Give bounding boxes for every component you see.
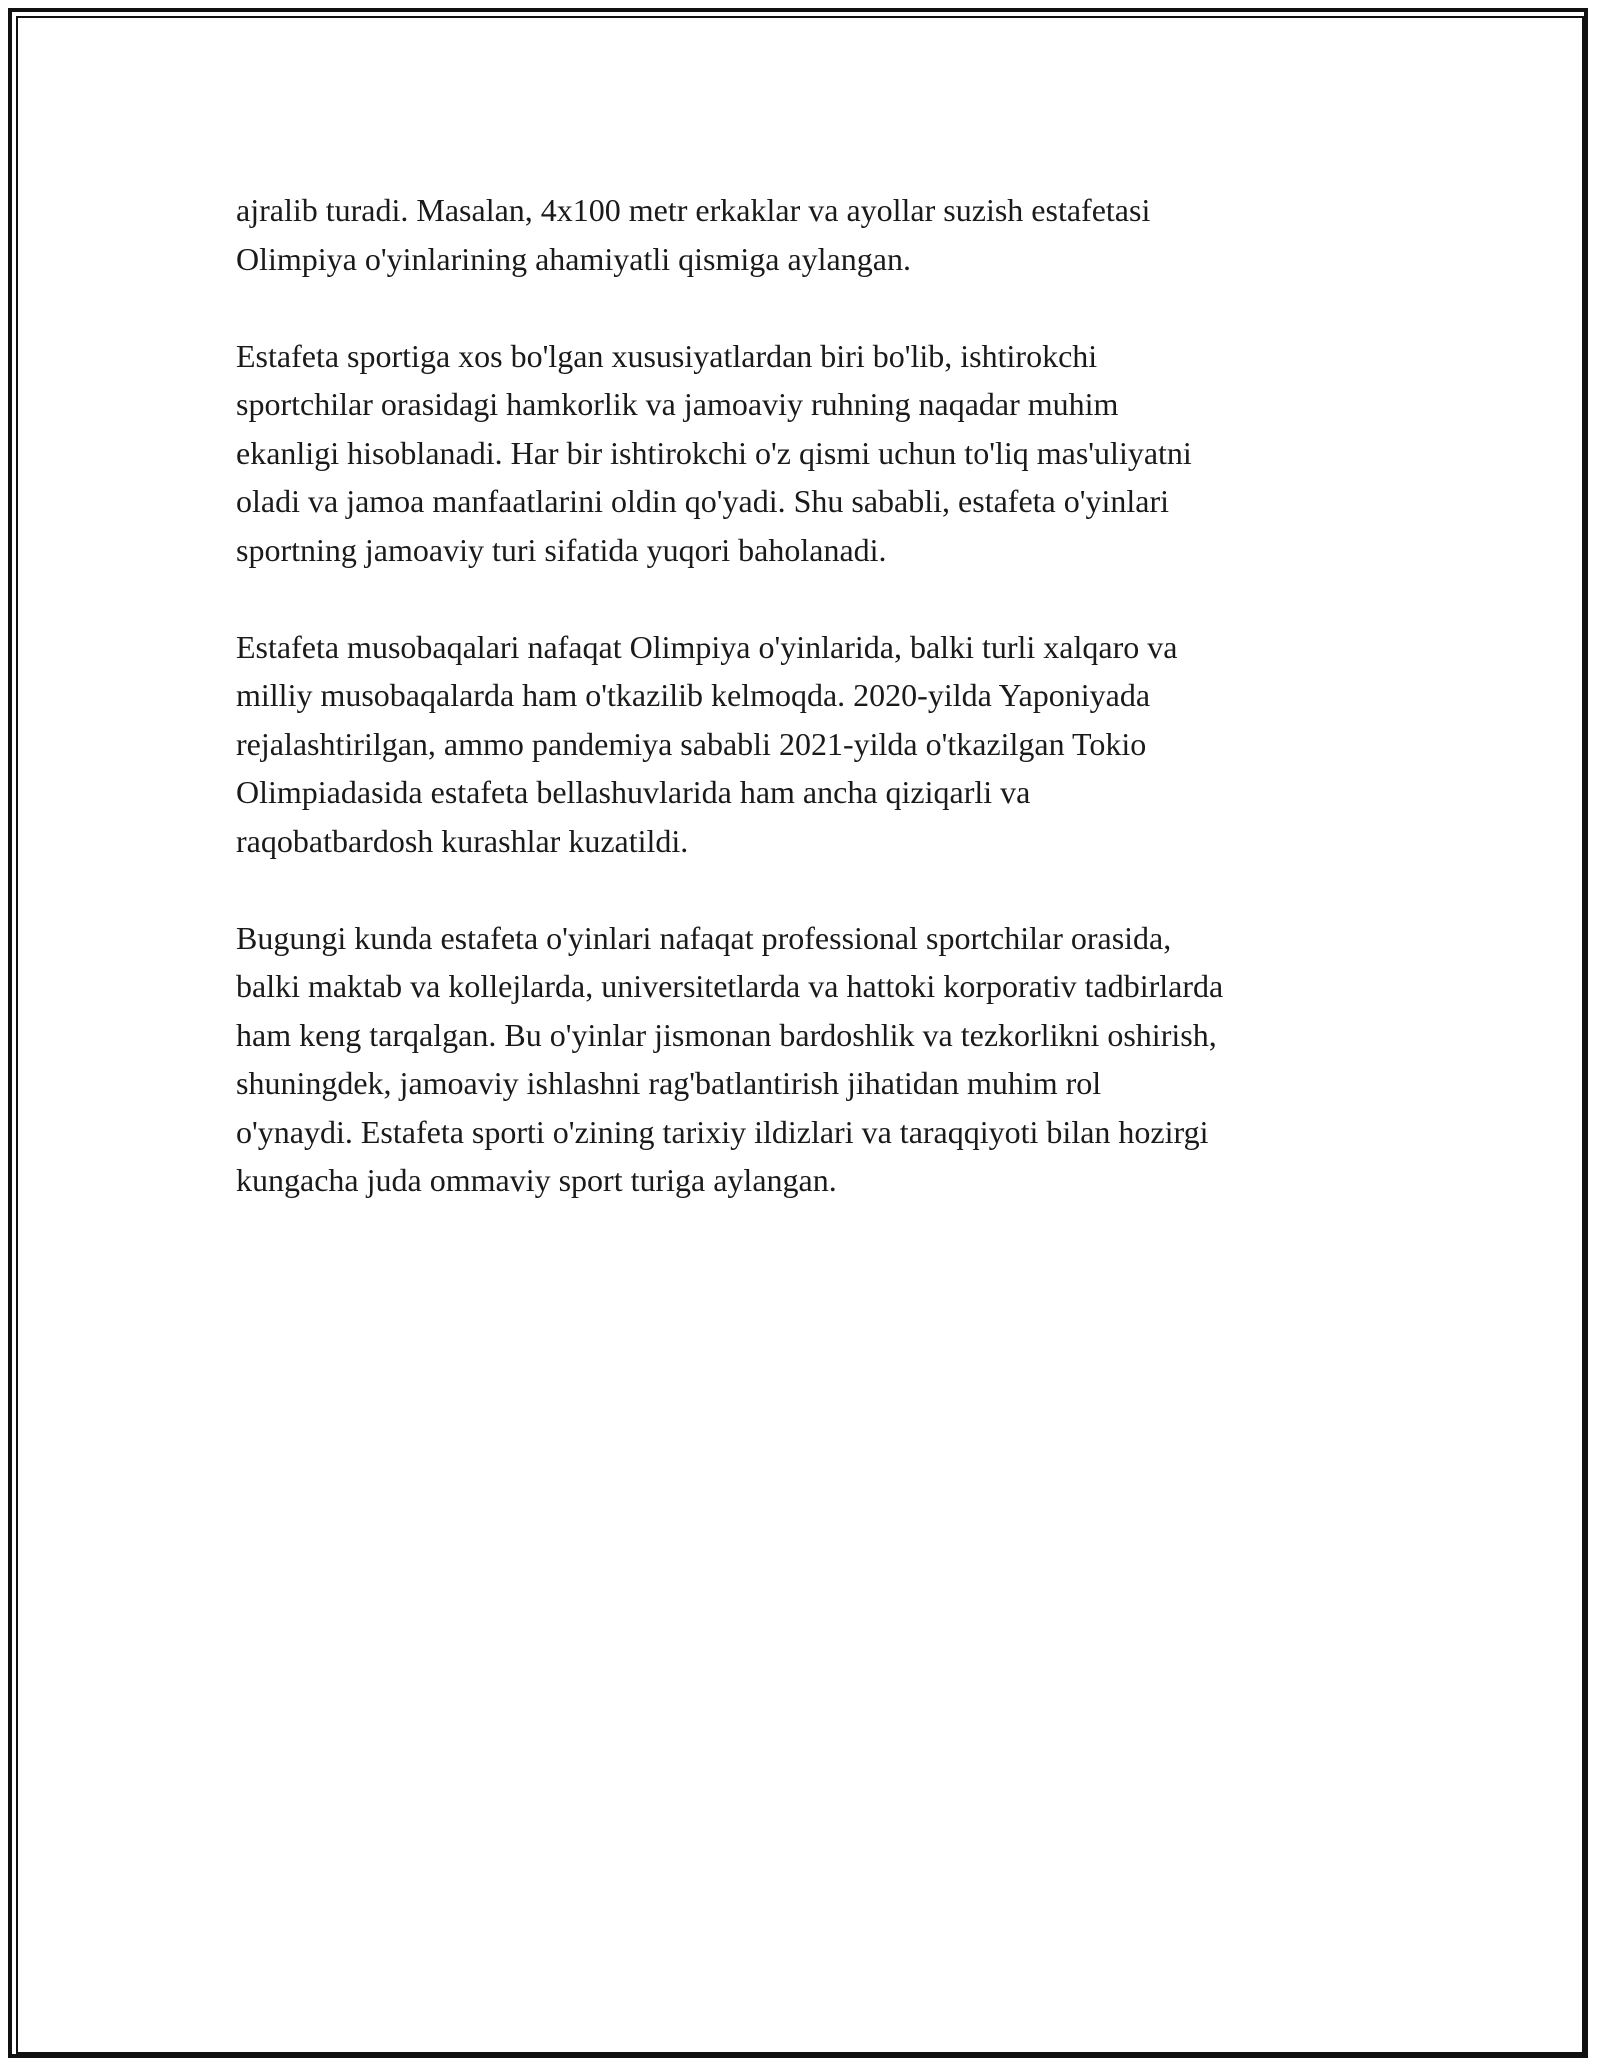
paragraph-3 [236,623,1396,866]
text-line: Estafeta sportiga xos bo'lgan xususiyatlardan biri bo'lib, ishtirokchi [236,337,1098,374]
text-line: ekanligi hisoblanadi. Har bir ishtirokchi o'z qismi uchun to'liq mas'uliyatni [236,434,1192,471]
paragraph-2 [236,332,1396,575]
text-line: balki maktab va kollejlarda, universitetlarda va hattoki korporativ tadbirlarda [236,968,1224,1004]
text-line: Olimpiadasida estafeta bellashuvlarida ham ancha qiziqarli va [236,774,1031,810]
text-line: shuningdek, jamoaviy ishlashni rag'batlantirish jihatidan muhim rol [236,1065,1102,1101]
text-line: o'ynaydi. Estafeta sporti o'zining tarixiy ildizlari va taraqqiyoti bilan hozirgi [236,1113,1209,1150]
document-body [236,186,1396,1253]
text-line: Estafeta musobaqalari nafaqat Olimpiya o'yinlarida, balki turli xalqaro va [236,628,1178,665]
text-line: raqobatbardosh kurashlar kuzatildi. [236,822,689,859]
text-line: ajralib turadi. Masalan, 4x100 metr erkaklar va ayollar suzish estafetasi [236,192,1151,228]
text-line: sportning jamoaviy turi sifatida yuqori baholanadi. [236,531,887,568]
text-line: Olimpiya o'yinlarining ahamiyatli qismiga aylangan. [236,240,911,277]
text-line: milliy musobaqalarda ham o'tkazilib kelmoqda. 2020-yilda Yaponiyada [236,677,1151,713]
text-line: ham keng tarqalgan. Bu o'yinlar jismonan bardoshlik va tezkorlikni oshirish, [236,1016,1217,1053]
text-line: Bugungi kunda estafeta o'yinlari nafaqat professional sportchilar orasida, [236,919,1172,956]
text-line: kungacha juda ommaviy sport turiga aylangan. [236,1162,837,1198]
paragraph-4 [236,914,1396,1205]
text-line: sportchilar orasidagi hamkorlik va jamoaviy ruhning naqadar muhim [236,386,1119,422]
paragraph-1 [236,186,1396,283]
text-line: rejalashtirilgan, ammo pandemiya sababli 2021-yilda o'tkazilgan Tokio [236,725,1147,762]
text-line: oladi va jamoa manfaatlarini oldin qo'yadi. Shu sababli, estafeta o'yinlari [236,483,1170,519]
